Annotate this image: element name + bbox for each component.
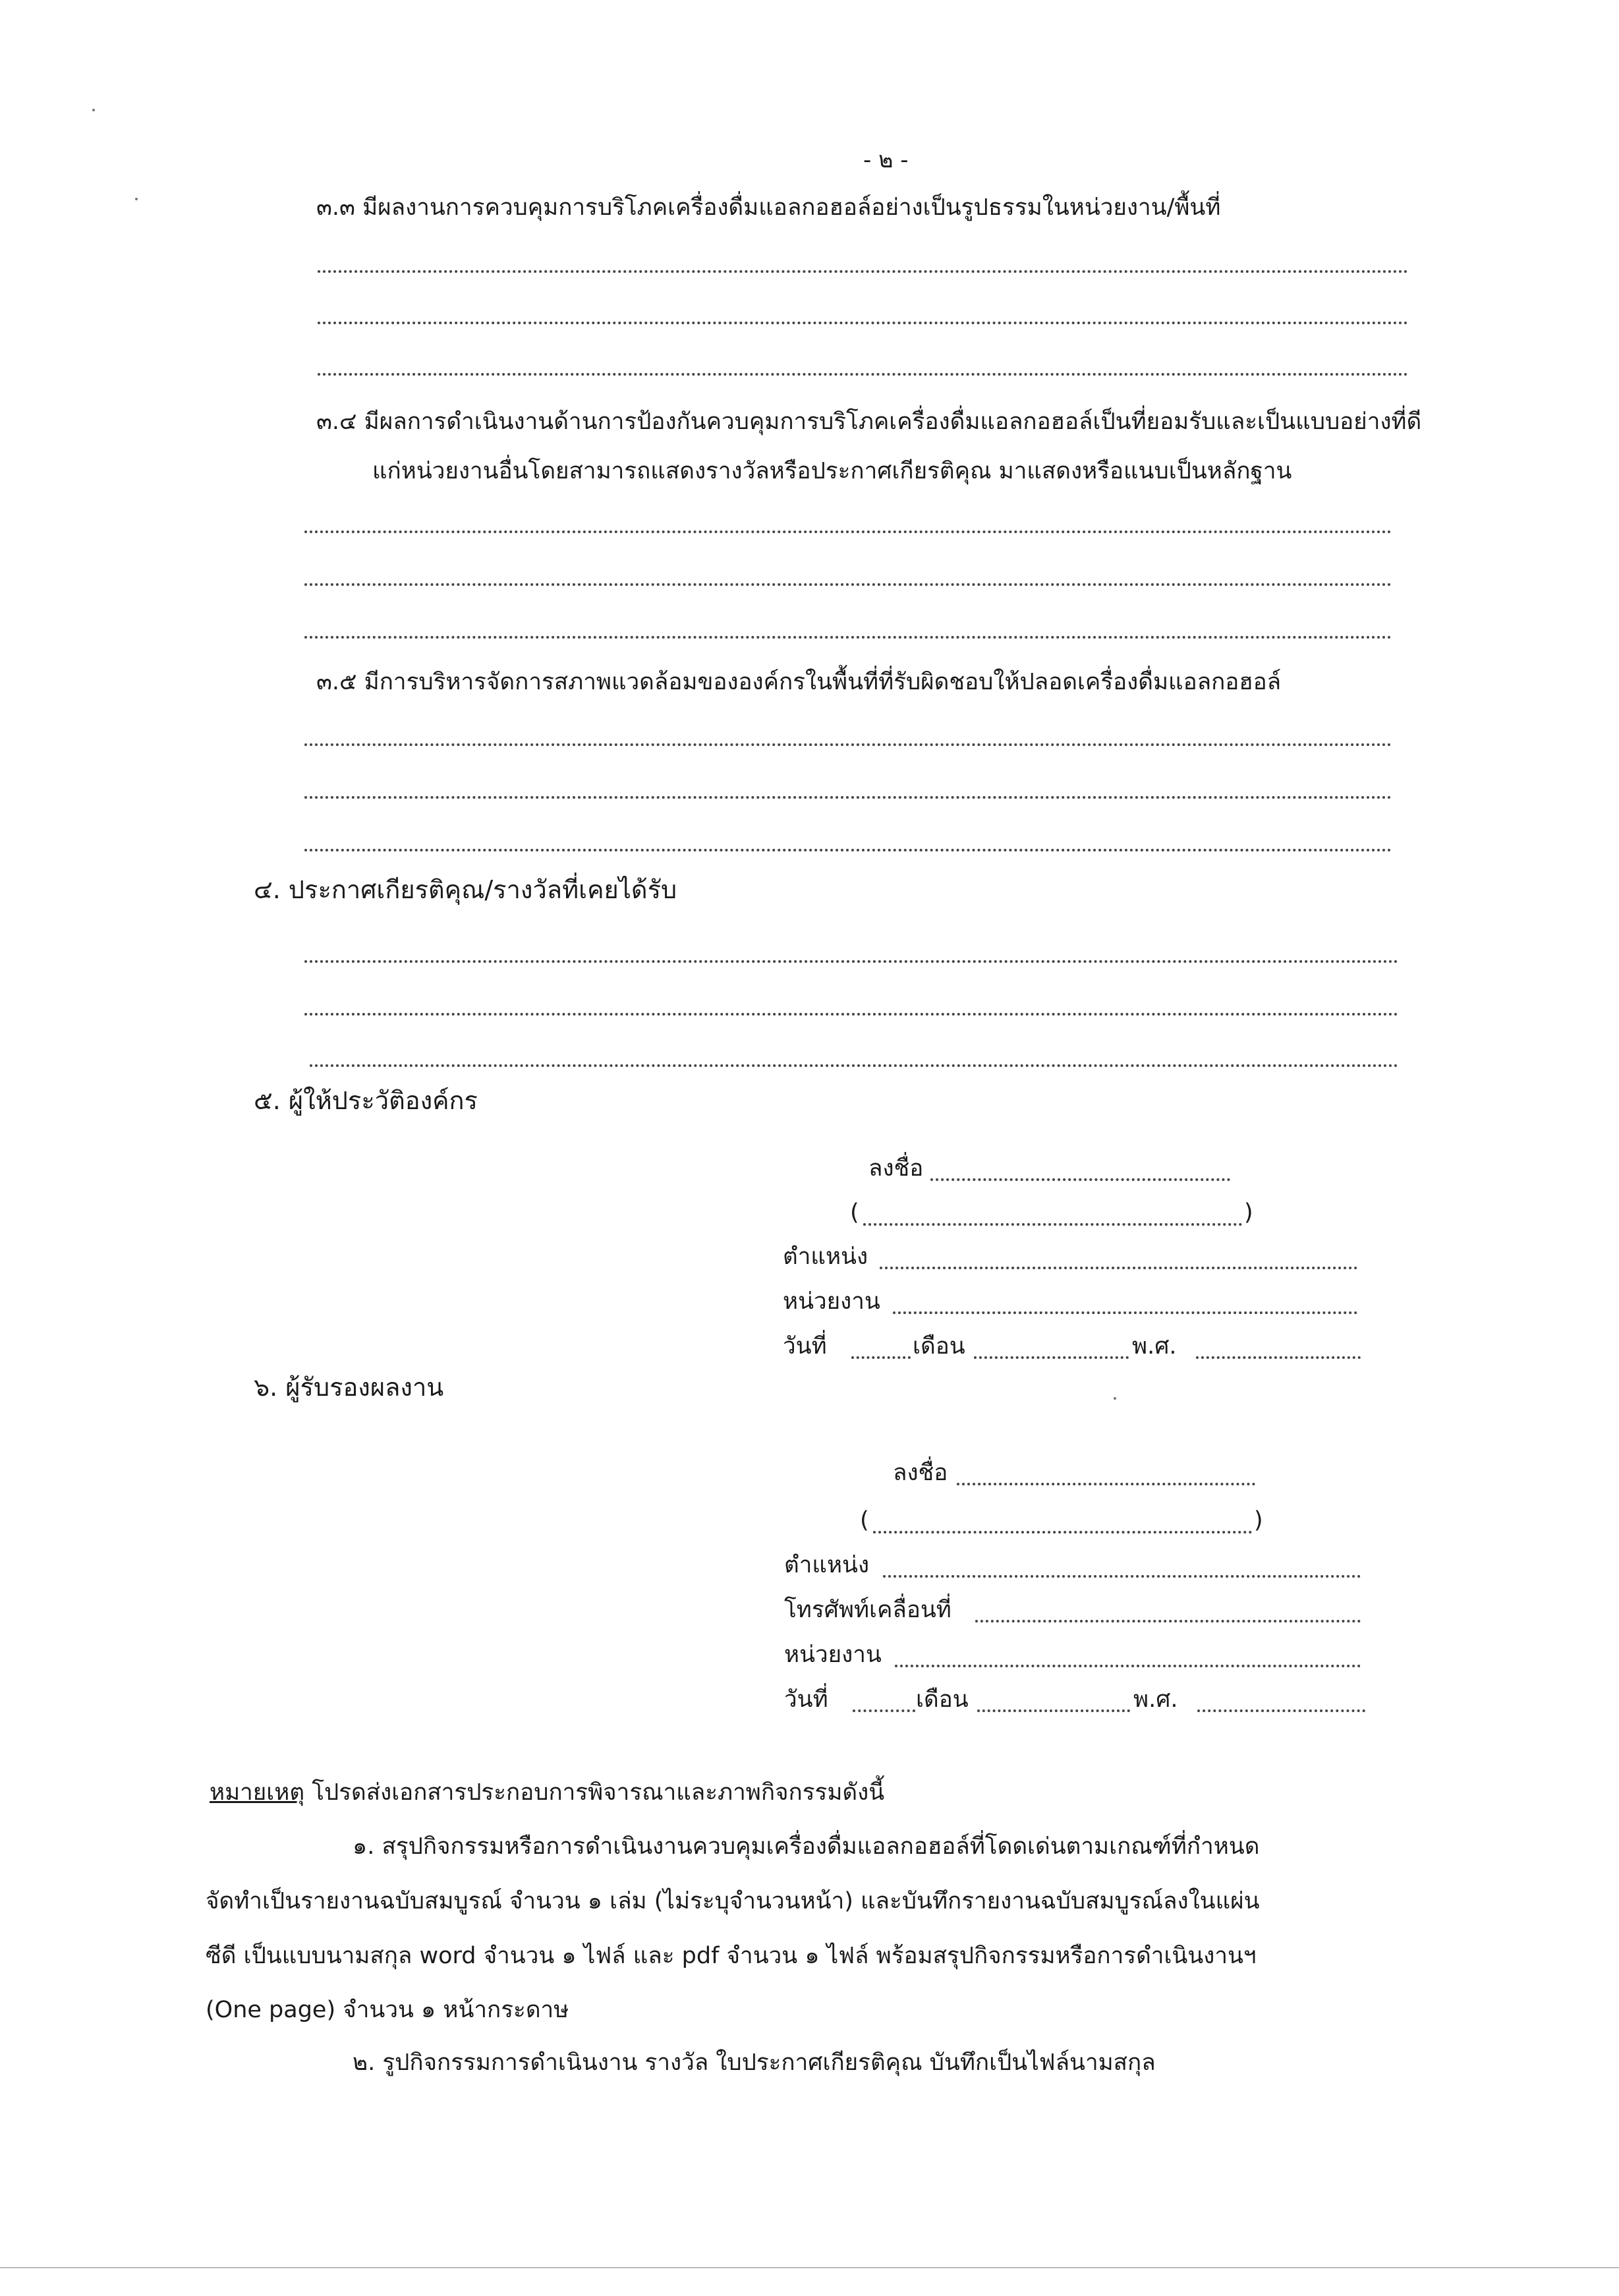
fill-line	[977, 1709, 1130, 1712]
note-paragraph-2-line-1: ๒. รูปกิจกรรมการดำเนินงาน รางวัล ใบประกาศเกียรติคุณ บันทึกเป็นไฟล์นามสกุล	[353, 2050, 1156, 2076]
fill-line	[304, 796, 1392, 799]
item-3-3: ๓.๓ มีผลงานการควบคุมการบริโภคเครื่องดื่มแอลกอฮอล์อย่างเป็นรูปธรรมในหน่วยงาน/พื้นที่	[316, 194, 1221, 221]
note-paragraph-1-line-2: จัดทำเป็นรายงานฉบับสมบูรณ์ จำนวน ๑ เล่ม (ไม่ระบุจำนวนหน้า) และบันทึกรายงานฉบับสมบูรณ์ลงในแผ่น	[206, 1888, 1260, 1914]
note-intro: โปรดส่งเอกสารประกอบการพิจารณาและภาพกิจกรรมดังนี้	[312, 1779, 885, 1806]
fill-line	[893, 1311, 1357, 1314]
unit-label: หน่วยงาน	[784, 1642, 882, 1668]
section-6-title: ๖. ผู้รับรองผลงาน	[254, 1373, 444, 1402]
fill-line	[310, 1064, 1398, 1067]
year-label: พ.ศ.	[1133, 1686, 1178, 1713]
close-paren: )	[1254, 1507, 1263, 1534]
fill-line	[304, 636, 1392, 639]
date-label: วันที่	[784, 1686, 828, 1713]
fill-line	[851, 1356, 911, 1359]
fill-line	[930, 1178, 1230, 1181]
fill-line	[863, 1223, 1242, 1226]
close-paren: )	[1244, 1199, 1253, 1226]
scan-speck	[135, 198, 138, 200]
fill-line	[880, 1267, 1357, 1269]
fill-line	[957, 1483, 1255, 1485]
fill-line	[304, 849, 1392, 851]
note-paragraph-1-line-3: ซีดี เป็นแบบนามสกุล word จำนวน ๑ ไฟล์ และ pdf จำนวน ๑ ไฟล์ พร้อมสรุปกิจกรรมหรือการดำเนินงานฯ	[206, 1943, 1257, 1969]
item-3-4-line2: แก่หน่วยงานอื่นโดยสามารถแสดงรางวัลหรือประกาศเกียรติคุณ มาแสดงหรือแนบเป็นหลักฐาน	[372, 458, 1292, 484]
fill-line	[853, 1709, 915, 1712]
fill-line	[304, 583, 1392, 586]
fill-line	[883, 1575, 1361, 1578]
item-3-4-line1: ๓.๔ มีผลการดำเนินงานด้านการป้องกันควบคุมการบริโภคเครื่องดื่มแอลกอฮอล์เป็นที่ยอมรับและเป็นแบบอย่างที่ดี	[316, 409, 1422, 435]
fill-line	[895, 1665, 1361, 1667]
fill-line	[304, 960, 1398, 963]
note-paragraph-1-line-4: (One page) จำนวน ๑ หน้ากระดาษ	[206, 1997, 569, 2023]
fill-line	[304, 743, 1392, 746]
note-heading	[210, 1776, 884, 1809]
fill-line	[318, 322, 1408, 324]
scan-speck	[92, 109, 95, 111]
month-label: เดือน	[913, 1333, 965, 1360]
page-number: - ๒ -	[863, 147, 909, 173]
open-paren: (	[860, 1507, 869, 1534]
scan-speck	[1114, 1397, 1116, 1400]
section-4-title: ๔. ประกาศเกียรติคุณ/รางวัลที่เคยได้รับ	[254, 875, 677, 904]
note-label: หมายเหตุ	[210, 1779, 305, 1806]
mobile-label: โทรศัพท์เคลื่อนที่	[784, 1597, 952, 1623]
unit-label: หน่วยงาน	[783, 1288, 880, 1315]
position-label: ตำแหน่ง	[783, 1244, 868, 1270]
sign-label: ลงชื่อ	[868, 1155, 924, 1182]
fill-line	[304, 1013, 1398, 1016]
open-paren: (	[850, 1199, 859, 1226]
fill-line	[318, 373, 1408, 376]
fill-line	[1197, 1709, 1365, 1712]
section-5-title: ๕. ผู้ให้ประวัติองค์กร	[254, 1086, 478, 1115]
item-3-5: ๓.๕ มีการบริหารจัดการสภาพแวดล้อมขององค์กรในพื้นที่ที่รับผิดชอบให้ปลอดเครื่องดื่มแอลกอฮอล์	[316, 669, 1282, 695]
month-label: เดือน	[916, 1686, 969, 1713]
year-label: พ.ศ.	[1132, 1333, 1177, 1360]
fill-line	[975, 1620, 1361, 1622]
fill-line	[974, 1356, 1129, 1359]
sign-label: ลงชื่อ	[893, 1460, 948, 1486]
fill-line	[318, 270, 1408, 273]
date-label: วันที่	[783, 1333, 827, 1360]
fill-line	[1196, 1356, 1361, 1359]
page-bottom-edge	[0, 2267, 1619, 2268]
fill-line	[304, 531, 1392, 533]
fill-line	[873, 1531, 1252, 1534]
position-label: ตำแหน่ง	[784, 1552, 870, 1578]
note-paragraph-1-line-1: ๑. สรุปกิจกรรมหรือการดำเนินงานควบคุมเครื่องดื่มแอลกอฮอล์ที่โดดเด่นตามเกณฑ์ที่กำหนด	[353, 1833, 1260, 1860]
